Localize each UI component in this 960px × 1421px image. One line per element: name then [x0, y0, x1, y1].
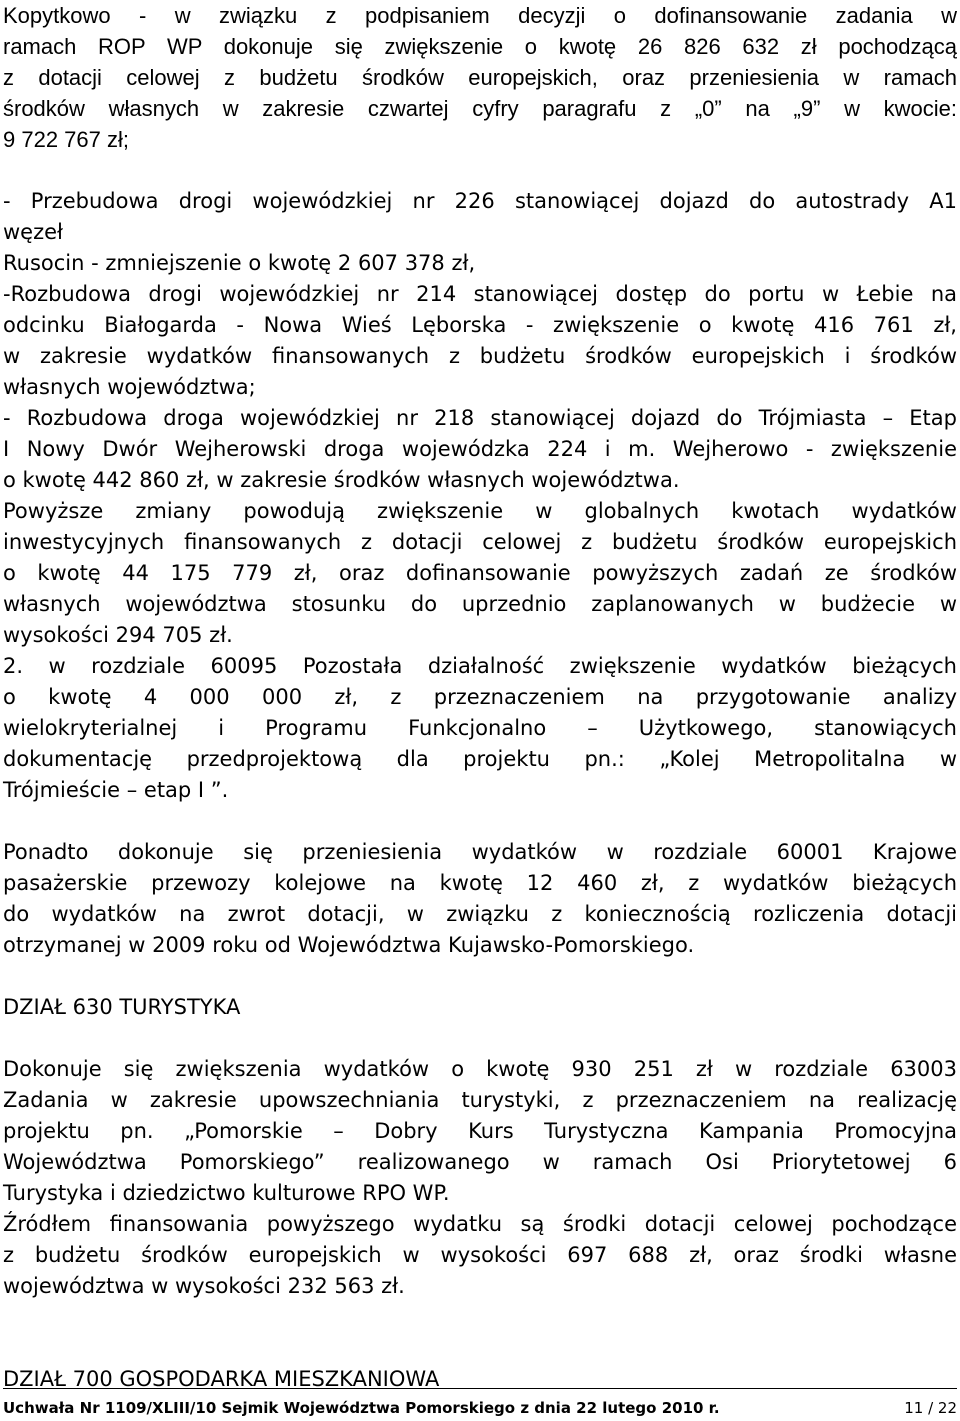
heading-dzial-630 — [3, 992, 957, 1023]
text-line: dokumentację przedprojektową dla projektu pn.: „Kolej Metropolitalna w — [3, 747, 957, 771]
text-line: własnych województwa stosunku do uprzednio zaplanowanych w budżecie w — [3, 592, 957, 616]
text-line: Turystyka i dziedzictwo kulturowe RPO WP. — [3, 1181, 450, 1205]
footer-divider — [3, 1388, 957, 1389]
text-line: Zadania w zakresie upowszechniania turystyki, z przeznaczeniem na realizację — [3, 1088, 957, 1112]
section-heading: DZIAŁ 700 GOSPODARKA MIESZKANIOWA — [3, 1367, 440, 1391]
text-line: Źródłem finansowania powyższego wydatku są środki dotacji celowej pochodzące — [3, 1212, 957, 1236]
paragraph-transfer — [3, 837, 957, 961]
spacer — [3, 1023, 957, 1054]
paragraph-tourism — [3, 1054, 957, 1302]
paragraph-kopytkowo — [3, 0, 957, 155]
text-line: o kwotę 442 860 zł, w zakresie środków własnych województwa. — [3, 468, 680, 492]
text-line: do wydatków na zwrot dotacji, w związku z koniecznością rozliczenia dotacji — [3, 902, 957, 926]
text-line: 2. w rozdziale 60095 Pozostała działalność zwiększenie wydatków bieżących — [3, 654, 957, 678]
text-line: Dokonuje się zwiększenia wydatków o kwotę 930 251 zł w rozdziale 63003 — [3, 1057, 957, 1081]
text-line: własnych województwa; — [3, 375, 256, 399]
text-line: projektu pn. „Pomorskie – Dobry Kurs Turystyczna Kampania Promocyjna — [3, 1119, 957, 1143]
text-line: województwa w wysokości 232 563 zł. — [3, 1274, 405, 1298]
paragraph-section-2 — [3, 651, 957, 806]
text-line: - Rozbudowa droga wojewódzkiej nr 218 stanowiącej dojazd do Trójmiasta – Etap — [3, 406, 957, 430]
text-line: o kwotę 4 000 000 zł, z przeznaczeniem na przygotowanie analizy — [3, 685, 957, 709]
footer-resolution-title: Uchwała Nr 1109/XLIII/10 Sejmik Województwa Pomorskiego z dnia 22 lutego 2010 r. — [3, 1399, 720, 1417]
spacer — [3, 1333, 957, 1364]
paragraph-changes — [3, 496, 957, 651]
text-line: I Nowy Dwór Wejherowski droga wojewódzka 224 i m. Wejherowo - zwiększenie — [3, 437, 957, 461]
text-line: z dotacji celowej z budżetu środków europejskich, oraz przeniesienia w ramach — [3, 65, 957, 90]
heading-dzial-700 — [3, 1364, 957, 1395]
footer-page-number: 11 / 22 — [904, 1399, 957, 1417]
spacer — [3, 806, 957, 837]
text-line: Województwa Pomorskiego” realizowanego w ramach Osi Priorytetowej 6 — [3, 1150, 957, 1174]
text-line: wysokości 294 705 zł. — [3, 623, 233, 647]
text-line: pasażerskie przewozy kolejowe na kwotę 12 460 zł, z wydatków bieżących — [3, 871, 957, 895]
text-line: wielokryterialnej i Programu Funkcjonalno – Użytkowego, stanowiących — [3, 716, 957, 740]
text-line: z budżetu środków europejskich w wysokości 697 688 zł, oraz środki własne — [3, 1243, 957, 1267]
text-line: - Przebudowa drogi wojewódzkiej nr 226 stanowiącej dojazd do autostrady A1 — [3, 189, 957, 213]
text-line: 9 722 767 zł; — [3, 127, 129, 152]
text-line: Kopytkowo - w związku z podpisaniem decyzji o dofinansowanie zadania w — [3, 3, 957, 28]
text-line: w zakresie wydatków finansowanych z budżetu środków europejskich i środków — [3, 344, 957, 368]
spacer — [3, 1302, 957, 1333]
text-line: ramach ROP WP dokonuje się zwiększenie o kwotę 26 826 632 zł pochodzącą — [3, 34, 957, 59]
text-line: otrzymanej w 2009 roku od Województwa Kujawsko-Pomorskiego. — [3, 933, 695, 957]
text-line: Powyższe zmiany powodują zwiększenie w globalnych kwotach wydatków — [3, 499, 957, 523]
text-line: o kwotę 44 175 779 zł, oraz dofinansowanie powyższych zadań ze środków — [3, 561, 957, 585]
document-page — [3, 0, 957, 1395]
text-line: -Rozbudowa drogi wojewódzkiej nr 214 stanowiącej dostęp do portu w Łebie na — [3, 282, 957, 306]
spacer — [3, 961, 957, 992]
section-heading: DZIAŁ 630 TURYSTYKA — [3, 995, 241, 1019]
text-line: węzeł — [3, 220, 64, 244]
text-line: środków własnych w zakresie czwartej cyfry paragrafu z „0” na „9” w kwocie: — [3, 96, 957, 121]
page-footer — [3, 1398, 957, 1418]
text-line: Trójmieście – etap I ”. — [3, 778, 229, 802]
text-line: Rusocin - zmniejszenie o kwotę 2 607 378 zł, — [3, 251, 476, 275]
text-line: odcinku Białogarda - Nowa Wieś Lęborska - zwiększenie o kwotę 416 761 zł, — [3, 313, 957, 337]
paragraph-roads — [3, 186, 957, 496]
spacer — [3, 155, 957, 186]
text-line: inwestycyjnych finansowanych z dotacji celowej z budżetu środków europejskich — [3, 530, 957, 554]
text-line: Ponadto dokonuje się przeniesienia wydatków w rozdziale 60001 Krajowe — [3, 840, 957, 864]
